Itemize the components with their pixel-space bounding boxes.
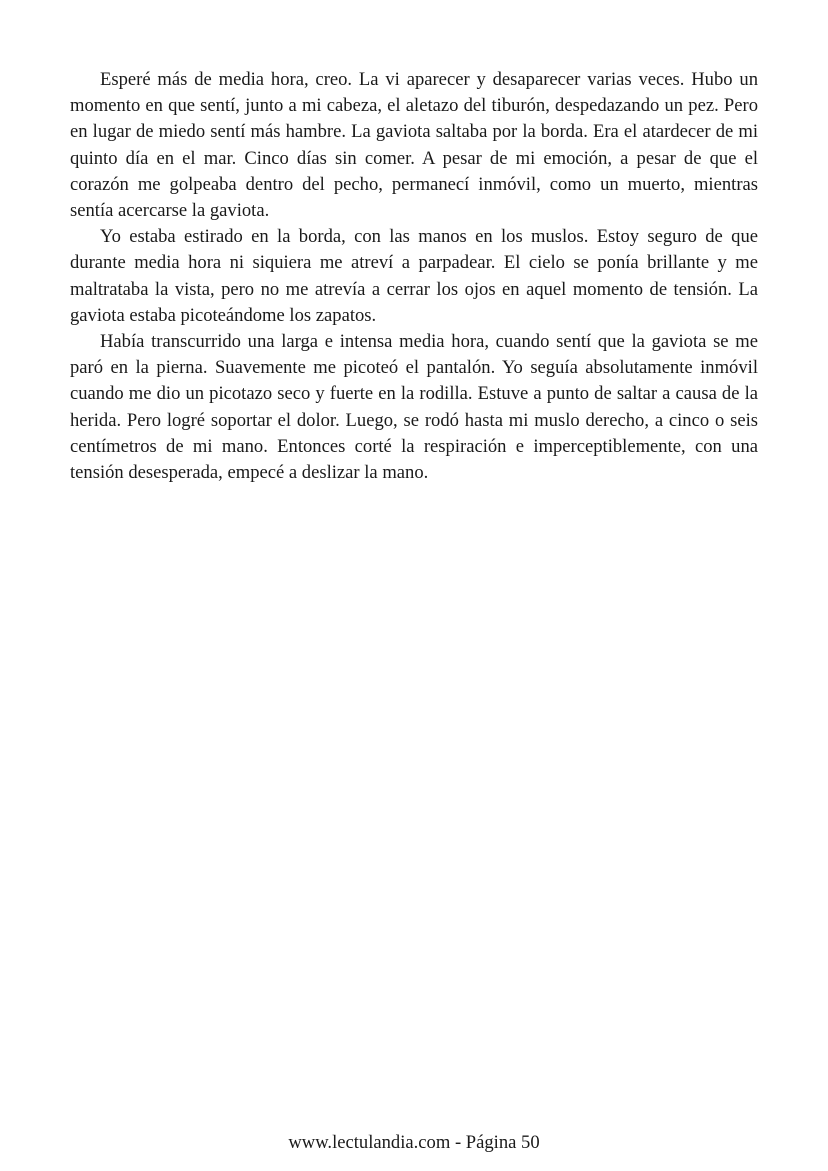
page-footer: www.lectulandia.com - Página 50	[288, 1132, 540, 1153]
paragraph: Yo estaba estirado en la borda, con las manos en los muslos. Estoy seguro de que durante media hora ni siquiera me atreví a parpadear. El cielo se ponía brillante y me maltrataba la vista, pero no me atrevía a cerrar los ojos en aquel momento de tensión. La gaviota estaba picoteándome los zapatos.	[70, 226, 758, 326]
page-body	[70, 67, 758, 486]
paragraph: Esperé más de media hora, creo. La vi aparecer y desaparecer varias veces. Hubo un momento en que sentí, junto a mi cabeza, el aletazo del tiburón, despedazando un pez. Pero en lugar de miedo sentí más hambre. La gaviota saltaba por la borda. Era el atardecer de mi quinto día en el mar. Cinco días sin comer. A pesar de mi emoción, a pesar de que el corazón me golpeaba dentro del pecho, permanecí inmóvil, como un muerto, mientras sentía acercarse la gaviota.	[70, 69, 758, 222]
paragraph: Había transcurrido una larga e intensa media hora, cuando sentí que la gaviota se me paró en la pierna. Suavemente me picoteó el pantalón. Yo seguía absolutamente inmóvil cuando me dio un picotazo seco y fuerte en la rodilla. Estuve a punto de saltar a causa de la herida. Pero logré soportar el dolor. Luego, se rodó hasta mi muslo derecho, a cinco o seis centímetros de mi mano. Entonces corté la respiración e imperceptiblemente, con una tensión desesperada, empecé a deslizar la mano.	[70, 331, 758, 484]
